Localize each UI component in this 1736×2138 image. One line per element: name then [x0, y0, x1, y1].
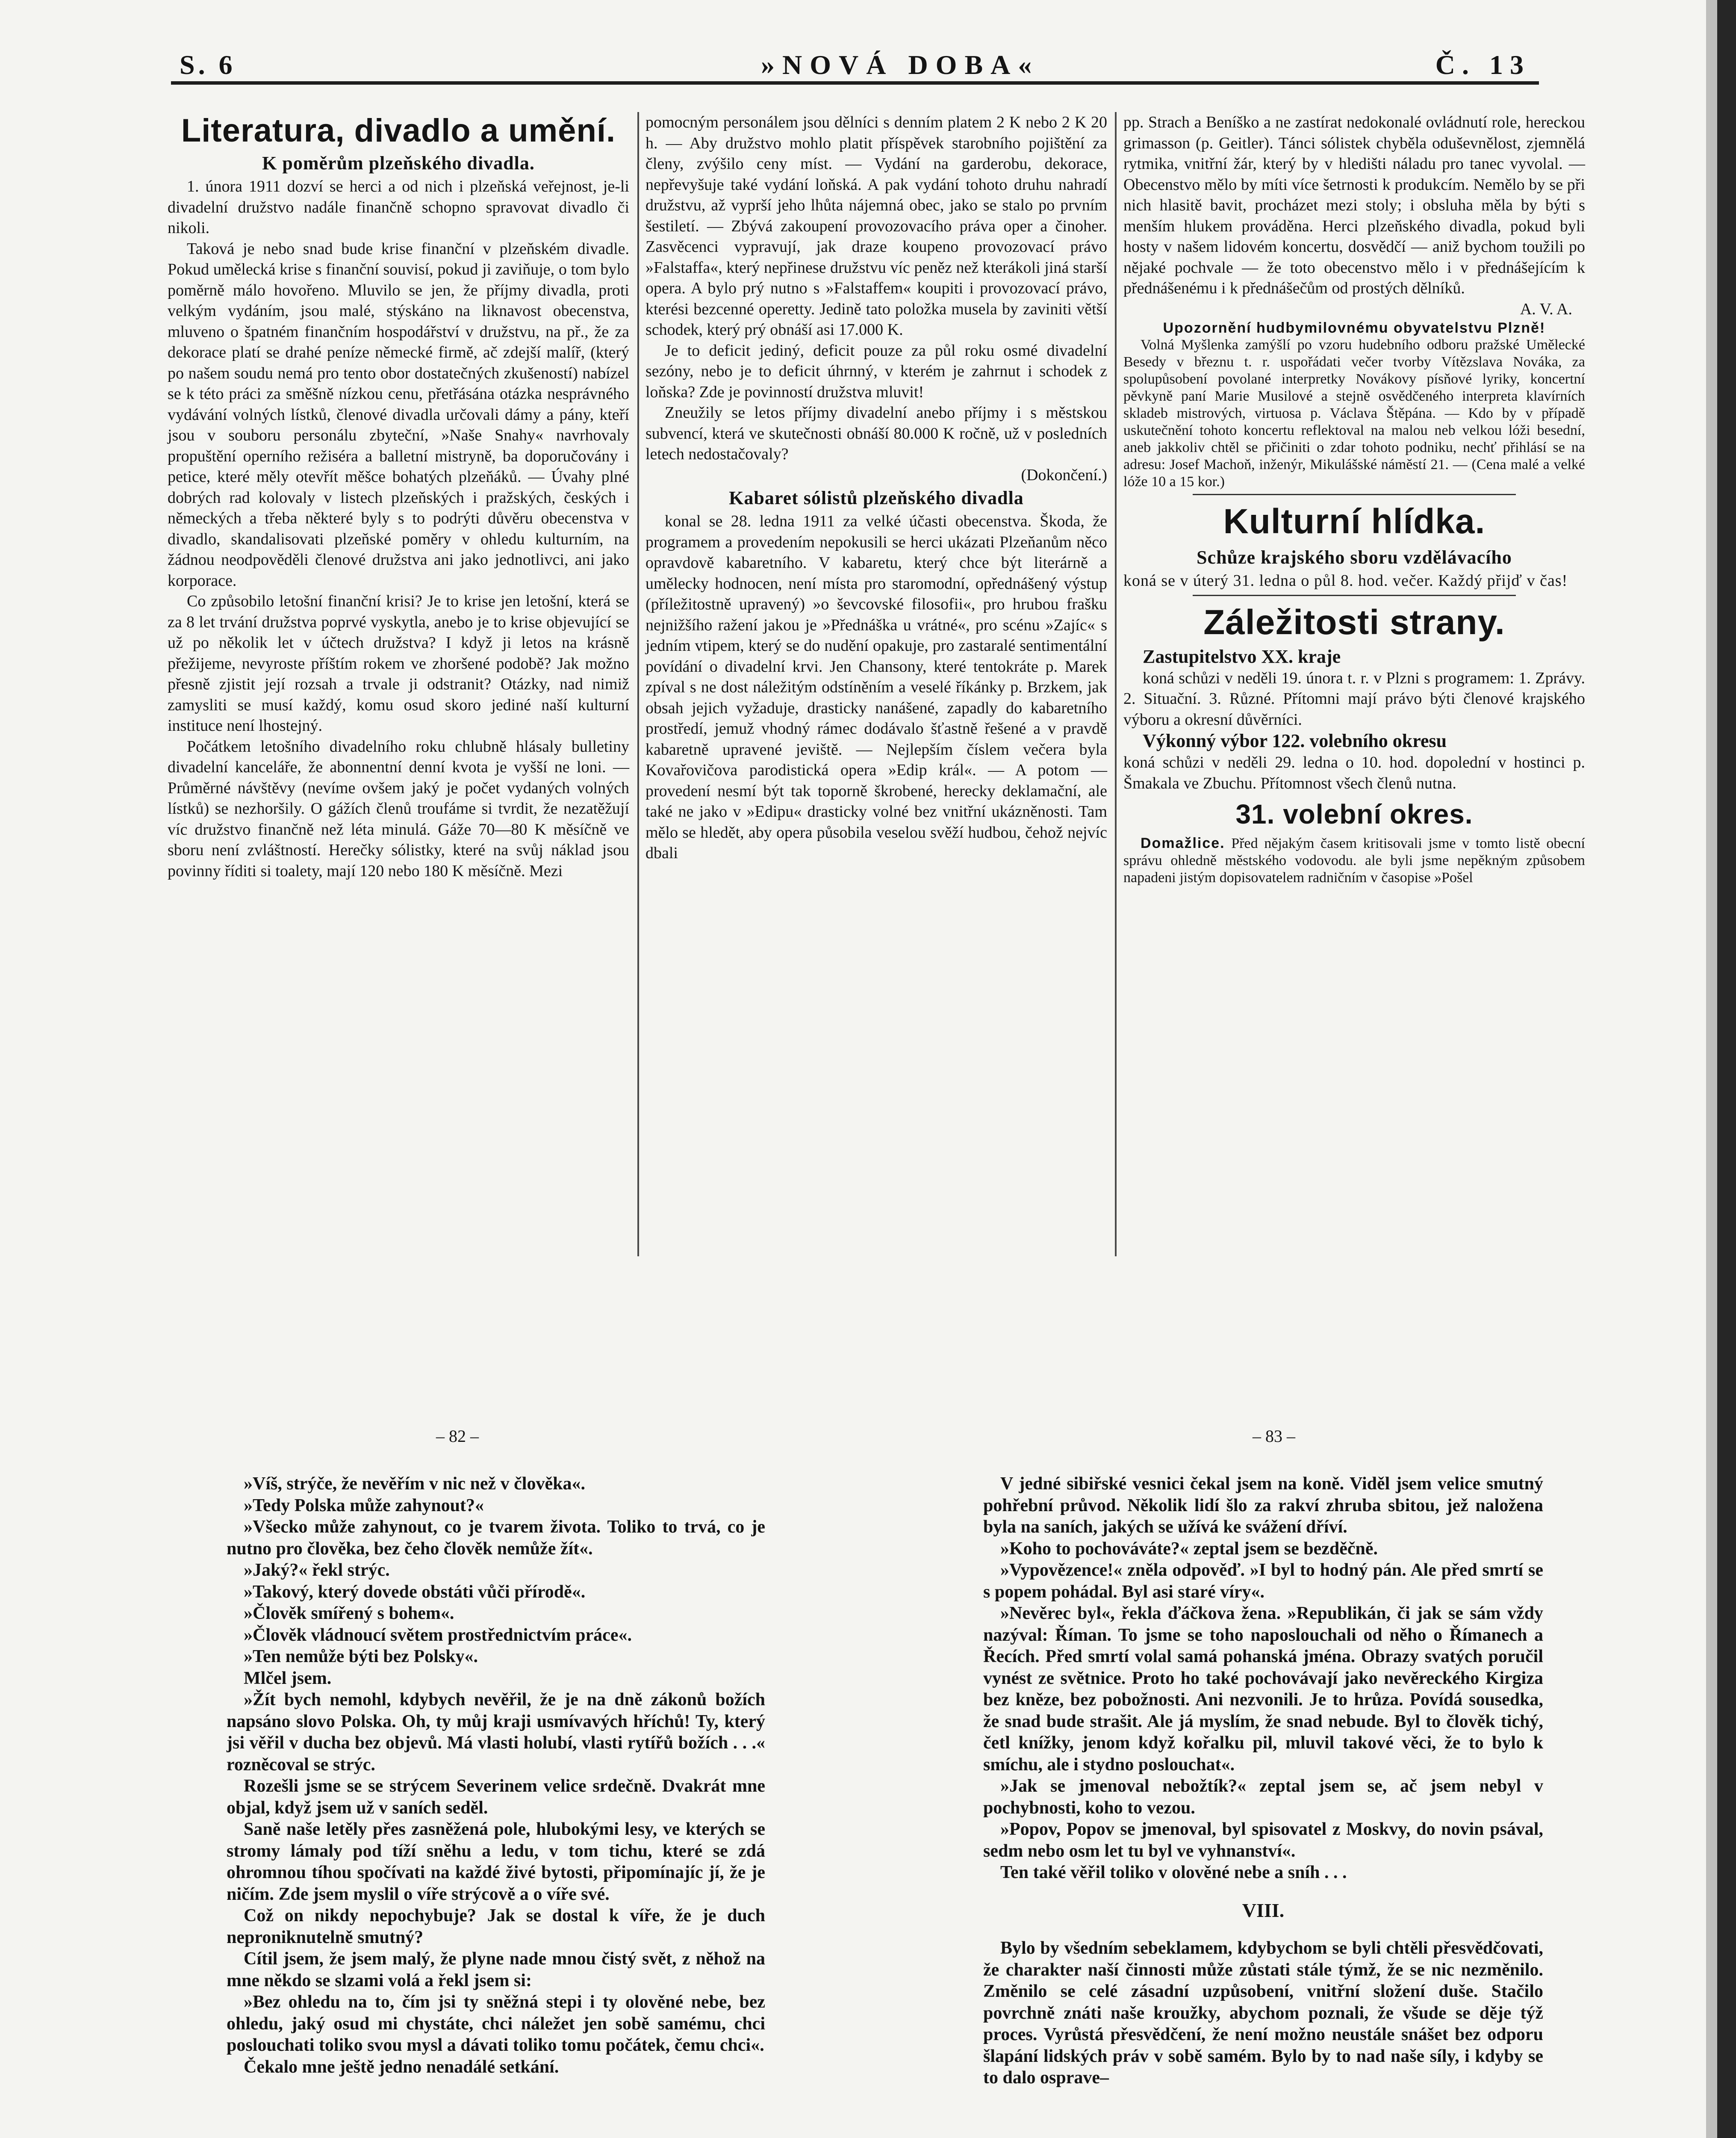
article-subhead: Kabaret sólistů plzeňského divadla	[729, 487, 1024, 508]
paragraph: Je to deficit jediný, deficit pouze za půl roku osmé divadelní sezóny, nebo je to deficit úhrnný, v kterém je zahrnut i schodek z loňska? Zde je povinností družstva mluvit!	[645, 341, 1107, 401]
item-text: Před nějakým časem kritisovali jsme v tomto listě obecní správu ohledně městského vodovodu. ale byli jsme nepěkným způsobem napadeni jistým dopisovatelem radničním v časopise »Pošel	[1123, 836, 1585, 886]
article-subhead: Schůze krajského sboru vzdělávacího	[1197, 547, 1512, 568]
book-paragraph: Bylo by všedním sebeklamem, kdybychom se byli chtěli přesvědčovati, že charakter naší činnosti může zůstati stále týmž, že se nic nezměnilo. Změnilo se celé zásadní uzpůsobení, vnitřní složení duše. Stačilo povrchně znáti naše kroužky, abychom poznali, že všude se děje týž proces. Vyrůstá přesvědčení, že není možno neustále snášet bez odporu šlapání lidských práv v sobě samém. Bylo by to nad naše síly, i kdyby se to dalo osprave–	[983, 1938, 1543, 2088]
paragraph: Volná Myšlenka zamýšlí po vzoru hudebního odboru pražské Umělecké Besedy v březnu t. r. uspořádati večer tvorby Vítězslava Nováka, za spolupůsobení povolané interpretky Novákovy písňové lyriky, koncertní pěvkyně paní Marie Musilové a stejně osvědčeného interpreta klavírních skladeb mistrových, virtuosa p. Václava Štěpána. — Kdo by v případě uskutečnění tohoto koncertu reflektoval na malou neb velkou lóži besední, aneb jakkoliv chtěl se přičiniti o zdar tohoto podniku, nechť přihlásí se na adresu: Josef Machoň, inženýr, Mikulášské náměstí 21. — (Cena malé a velké lóže 10 a 15 kor.)	[1123, 337, 1585, 490]
paragraph: koná schůzi v neděli 29. ledna o 10. hod. dopolední v hostinci p. Šmakala ve Zbuchu. Přítomnost všech členů nutna.	[1123, 753, 1585, 792]
book-page-left	[227, 1473, 765, 2078]
continuation-note: (Dokončení.)	[1021, 466, 1107, 484]
book-paragraph: »Tedy Polska může zahynout?«	[244, 1495, 484, 1515]
book-paragraph: Čekalo mne ještě jedno nenadálé setkání.	[244, 2057, 559, 2077]
book-paragraph: »Víš, strýče, že nevěřím v nic než v člověka«.	[244, 1474, 585, 1494]
book-paragraph: »Všecko může zahynout, co je tvarem života. Toliko to trvá, co je nutno pro člověka, bez čeho člověk nemůže žít«.	[227, 1517, 765, 1559]
article-subhead: Výkonný výbor 122. volebního okresu	[1143, 730, 1447, 751]
book-paragraph: »Člověk smířený s bohem«.	[244, 1604, 454, 1623]
section-divider	[1193, 595, 1516, 596]
article-subhead: Zastupitelstvo XX. kraje	[1143, 646, 1341, 667]
section-title-volebni-okres: 31. volební okres.	[1235, 799, 1473, 830]
book-paragraph: »Jaký?« řekl strýc.	[244, 1560, 390, 1580]
book-paragraph: Saně naše letěly přes zasněžená pole, hlubokými lesy, ve kterých se stromy lámaly pod tíží sněhu a ledu, v tom tichu, které se zdá ohromnou tíhou spočívati na každé živé bytosti, připomínajíc jí, že je ničím. Zde jsem myslil o víře strýcově a o víře své.	[227, 1819, 765, 1904]
header-masthead: »NOVÁ DOBA«	[761, 50, 1040, 80]
column-divider	[637, 112, 639, 1256]
book-paragraph: Cítil jsem, že jsem malý, že plyne nade mnou čistý svět, z něhož na mne někdo se slzami volá a řekl jsem si:	[227, 1949, 765, 1990]
chapter-number: VIII.	[1242, 1899, 1285, 1921]
book-paragraph: »Vypovězence!« zněla odpověď. »I byl to hodný pán. Ale před smrtí se s popem pohádal. Byl asi staré víry«.	[983, 1560, 1543, 1602]
book-paragraph: Což on nikdy nepochybuje? Jak se dostal k víře, že je duch neproniknutelně smutný?	[227, 1906, 765, 1947]
article-column-1	[168, 111, 629, 881]
paragraph: pomocným personálem jsou dělníci s denním platem 2 K nebo 2 K 20 h. — Aby družstvo mohlo platit příspěvek starobního pojištění za členy, zvýšilo ceny míst. — Vydání na garderobu, dekorace, nepřevyšuje také vydání loňská. A pak vydání tohoto druhu nahradí družstvu, až vyprší jeho lhůta nájemná obec, jako se stalo po prvním šestiletí. — Zbývá zakoupení provozovacího práva oper a činoher. Zasvěcenci vypravují, jak draze koupeno provozovací právo »Falstaffa«, který nepřinese družstvu víc peněz než kterákoli jiná starší opera. A bylo prý nutno s »Falstaffem« koupiti i provozovací právo, kterési bezcenné operetty. Jedině tato položka musela by zaviniti větší schodek, který prý obnáší asi 17.000 K.	[645, 113, 1107, 339]
book-paragraph: Rozešli jsme se se strýcem Severinem velice srdečně. Dvakrát mne objal, když jsem už v saních seděl.	[227, 1776, 765, 1818]
paragraph: Počátkem letošního divadelního roku chlubně hlásaly bulletiny divadelní kanceláře, že abonnentní denní kvota je vyšší ne loni. — Průměrné návštěvy (nevíme ovšem jaký je počet vydaných volných lístků) se nezhoršily. O gážích členů troufáme si tvrdit, že nezatěžují víc družstvo finančně než léta minulá. Gáže 70—80 K měsíčně ve sboru není zvláštností. Herečky sólistky, které na svůj náklad jsou povinny říditi si toalety, mají 120 nebo 180 K měsíčně. Mezi	[168, 737, 629, 880]
section-title-zalezitosti-strany: Záležitosti strany.	[1203, 602, 1505, 642]
section-divider	[1193, 494, 1516, 495]
book-paragraph: »Koho to pochováváte?« zeptal jsem se bezděčně.	[1000, 1539, 1378, 1559]
book-paragraph: »Takový, který dovede obstáti vůči přírodě«.	[244, 1582, 586, 1602]
header-issue-number: Č. 13	[1435, 50, 1530, 80]
column-divider	[1115, 112, 1117, 1256]
page-number-right: – 83 –	[1253, 1426, 1295, 1446]
music-notice	[1123, 319, 1585, 490]
paragraph: Zneužily se letos příjmy divadelní anebo příjmy i s městskou subvencí, která ve skutečnosti obnáší 80.000 K ročně, už v posledních letech nedostačovaly?	[645, 404, 1107, 463]
article-subhead: K poměrům plzeňského divadla.	[262, 153, 535, 174]
paragraph: koná se v úterý 31. ledna o půl 8. hod. večer. Každý přijď v čas!	[1123, 572, 1568, 590]
book-paragraph: »Bez ohledu na to, čím jsi ty sněžná stepi i ty olověné nebe, bez ohledu, jaký osud mi chystáte, chci náležet jen sobě samému, chci poslouchati toliko svou mysl a dávati toliko tomu počátek, čemu chci«.	[227, 1992, 765, 2055]
author-signature: A. V. A.	[1520, 300, 1572, 318]
paragraph: konal se 28. ledna 1911 za velké účasti obecenstva. Škoda, že programem a provedením nepokusili se herci ukázati Plzeňanům něco opravdově kabaretního. V kabaretu, který chce být literárně a umělecky hodnocen, není místa pro staromodní, opřednášený výstup (příležitostně upravený) »o ševcovské filosofii«, pro hrubou frašku nejnižšího ražení jakou je »Přednáška u vrátné«, pro scénu »Zajíc« s jedním vtipem, který se do nudění opakuje, pro zastaralé sentimentální povídání o divadelní krvi. Jen Chansony, které tentokráte p. Marek zpíval s ne dost náležitým odstíněním a veselé říkánky p. Brzkem, jak obsah jejich vyžaduje, drasticky nanášené, zapadly do kabaretního prostředí, jemuž vhodný rámec dodávalo šťastně řešené a v pravdě kabaretně upravené jeviště. — Nejlepším číslem večera byla Kovařovičova parodistická opera »Edip král«. — A potom — provedení nesmí být tak toporně škrobené, herecky deklamační, ale také ne jako v »Edipu« drasticky volné bez vnitřní ukázněnosti. Tam mělo se hledět, aby opera působila veselou svěží hudbou, čehož nejvíc dbali	[645, 512, 1107, 862]
paragraph: 1. února 1911 dozví se herci a od nich i plzeňská veřejnost, je-li divadelní družstvo nadále finančně schopno spravovat divadlo či nikoli.	[168, 177, 629, 237]
book-paragraph: V jedné sibiřské vesnici čekal jsem na koně. Viděl jsem velice smutný pohřební průvod. Několik lidí šlo za rakví zhruba sbitou, jež naložena byla na saních, jakých se užívá ke svážení dříví.	[983, 1474, 1543, 1537]
article-column-3	[1123, 112, 1585, 886]
section-title-kulturni-hlidka: Kulturní hlídka.	[1223, 502, 1485, 541]
newspaper-header	[171, 45, 1539, 83]
paragraph: Co způsobilo letošní finanční krisi? Je to krise jen letošní, která se za 8 let trvání družstva poprvé vyskytla, anebo je to krise objevující se už po několik let v účtech družstva? I když ji letos na krásně přežijeme, nevyroste příštím rokem ve zhoršené podobě? Jak možno přesně zjistit její rozsah a trvale ji odstranit? Otázky, nad nimiž zamysliti se musí každý, komu osud skoro jediné naší kulturní instituce není lhostejný.	[168, 592, 629, 735]
book-paragraph: »Jak se jmenoval nebožtík?« zeptal jsem se, ač jsem nebyl v pochybnosti, koho to vezou.	[983, 1776, 1543, 1818]
book-paragraph: »Člověk vládnoucí světem prostřednictvím práce«.	[244, 1625, 632, 1645]
page-number-left: – 82 –	[436, 1426, 479, 1446]
paragraph: Taková je nebo snad bude krise finanční v plzeňském divadle. Pokud umělecká krise s finanční souvisí, pokud ji zaviňuje, o tom bylo poměrně málo hovořeno. Mluvilo se jen, že příjmy divadla, proti velkým vydáním, jsou malé, stýskáno na liknavost obecenstva, mluveno o špatném finančním hospodářství v družstvu, na př., že za dekorace platí se drahé peníze německé firmě, ač zdejší malíř, (který po našem soudu nemá pro tento obor dostatečných zkušeností) nabízel se k této práci za směšně nízkou cenu, přetřásána otázka nesprávného vydávání volných lístků, členové divadla určovali dámy a pány, kteří jsou v souboru personálu zbyteční, »Naše Snahy« navrhovaly propuštění operního režiséra a balletní mistryně, ba doporučovány i petice, které měly otevřít měšce bohatých plzeňáků. — Úvahy plné dobrých rad kolovaly v listech plzeňských i pražských, českých i německých a třeba některé byly s to podrýti důvěru obecenstva v divadlo, skandalisovati plzeňské poměry v ohledu kulturním, na žádnou neodpověděli členové družstva ani jako jednotlivci, ani jako korporace.	[168, 239, 629, 590]
header-page-label: S. 6	[180, 50, 236, 80]
section-title-literatura: Literatura, divadlo a umění.	[181, 112, 616, 149]
page-edge-shadow	[1706, 0, 1717, 2138]
book-paragraph: »Ten nemůže býti bez Polsky«.	[244, 1647, 478, 1666]
paragraph: pp. Strach a Beníško a ne zastírat nedokonalé ovládnutí role, hereckou grimasson (p. Geitler). Tánci sólistek chyběla oduševnělost, zjemnělá rytmika, vnitřní žár, který by v hledišti náladu pro tanec vyvolal. — Obecenstvo mělo by míti více šetrnosti k produkcím. Nemělo by se při nich hlasitě bavit, procházet mezi stoly; i obsluha měla by býti s menším hlukem prováděna. Herci plzeňského divadla, pokud byli hosty v našem lidovém koncertu, dosvědčí — aniž bychom toužili po nějaké pochvale — že toto obecenstvo mělo i v přednášejícím k přednášenému i k přednášečům od prostých dělníků.	[1123, 113, 1585, 297]
book-paragraph: »Popov, Popov se jmenoval, byl spisovatel z Moskvy, do novin psával, sedm nebo osm let tu byl ve vyhnanství«.	[983, 1819, 1543, 1861]
notice-lead: Upozornění hudbymilovnému obyvatelstvu Plzně!	[1163, 320, 1546, 336]
article-column-2	[645, 112, 1107, 864]
domazlice-item	[1123, 835, 1585, 886]
book-paragraph: Mlčel jsem.	[244, 1668, 332, 1688]
page-edge	[1717, 0, 1736, 2138]
paragraph: koná schůzi v neděli 19. února t. r. v Plzni s programem: 1. Zprávy. 2. Situační. 3. Různé. Přítomni mají právo býti členové krajského výboru a okresní důvěrníci.	[1123, 669, 1585, 729]
item-lead: Domažlice.	[1141, 835, 1225, 851]
book-paragraph: Ten také věřil toliko v olověné nebe a sníh . . .	[1000, 1863, 1347, 1882]
book-paragraph: »Nevěrec byl«, řekla ďáčkova žena. »Republikán, či jak se sám vždy nazýval: Říman. To jsme se toho naposlouchali od něho o Římanech a Řecích. Před smrtí volal samá pohanská jména. Obrazy svatých poručil vynést ze světnice. Proto ho také pochovávají jako nevěreckého Kirgiza bez kněze, bez pobožnosti. Ani nezvonili. Je to hrůza. Povídá sousedka, že snad bude strašit. Ale já myslím, že snad nebude. Byl to člověk tichý, četl knížky, jenom když kořalku pil, mluvil takové věci, že to bylo k smíchu, ale i stydno poslouchat«.	[983, 1604, 1543, 1775]
header-rule	[171, 81, 1539, 85]
book-page-right	[983, 1473, 1543, 2089]
book-paragraph: »Žít bych nemohl, kdybych nevěřil, že je na dně zákonů božích napsáno slovo Polska. Oh, ty můj kraji usmívavých hříchů! Ty, který jsi věřil v ducha bez objevů. Má vlasti holubí, vlasti rytířů božích . . .« rozněcoval se strýc.	[227, 1690, 765, 1775]
